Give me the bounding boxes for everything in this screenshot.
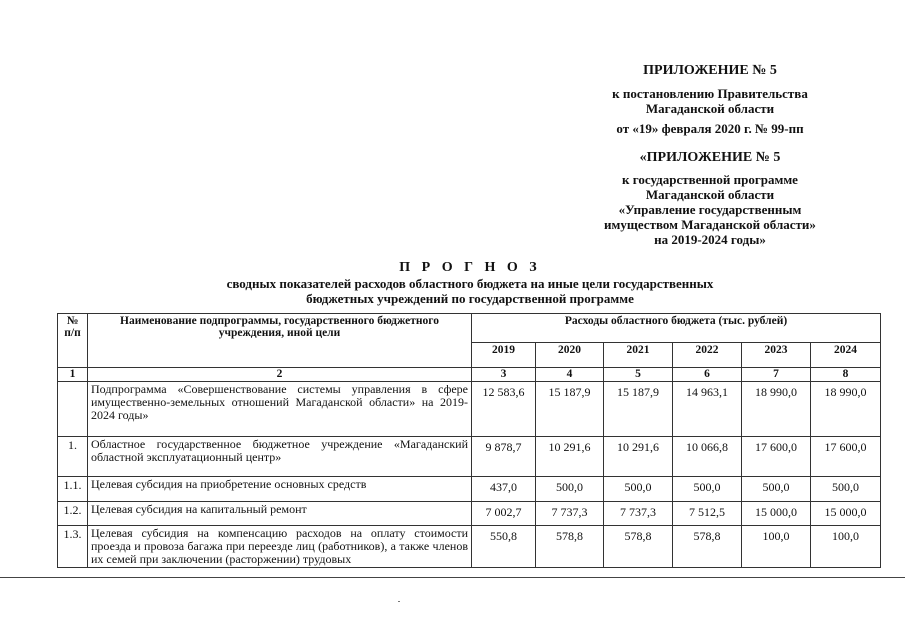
column-index: 4 (536, 368, 604, 382)
table-row (58, 526, 881, 568)
row-name: Целевая субсидия на приобретение основных средств (88, 477, 472, 502)
expenses-table (57, 313, 881, 568)
row-value: 578,8 (536, 526, 604, 568)
row-value: 437,0 (472, 477, 536, 502)
table-row (58, 437, 881, 477)
row-number: 1.2. (58, 502, 88, 526)
year-header: 2023 (742, 343, 811, 368)
row-value: 7 737,3 (604, 502, 673, 526)
row-name: Целевая субсидия на компенсацию расходов на оплату стоимости проезда и провоза багажа при переезде лиц (работников), а также членов их семей при заключении (расторжении) трудовых (88, 526, 472, 568)
row-value: 17 600,0 (742, 437, 811, 477)
row-value: 15 000,0 (811, 502, 881, 526)
resolution-date: от «19» февраля 2020 г. № 99-пп (616, 121, 804, 136)
row-value: 10 066,8 (673, 437, 742, 477)
document-subtitle (140, 276, 800, 306)
row-value: 10 291,6 (536, 437, 604, 477)
scan-edge-line (0, 577, 905, 578)
resolution-line: к постановлению Правительства (612, 86, 808, 101)
row-number (58, 382, 88, 437)
row-number: 1. (58, 437, 88, 477)
column-index: 6 (673, 368, 742, 382)
program-reference (560, 172, 860, 247)
row-number: 1.3. (58, 526, 88, 568)
subtitle-line: сводных показателей расходов областного бюджета на иные цели государственных (226, 276, 714, 291)
program-line: имуществом Магаданской области» (604, 217, 816, 232)
row-number: 1.1. (58, 477, 88, 502)
row-value: 7 737,3 (536, 502, 604, 526)
column-index: 2 (88, 368, 472, 382)
resolution-reference (560, 86, 860, 116)
row-value: 500,0 (536, 477, 604, 502)
year-header: 2021 (604, 343, 673, 368)
column-index: 1 (58, 368, 88, 382)
row-value: 500,0 (742, 477, 811, 502)
row-value: 550,8 (472, 526, 536, 568)
subtitle-line: бюджетных учреждений по государственной программе (306, 291, 634, 306)
row-name: Подпрограмма «Совершенствование системы управления в сфере имущественно-земельных отношений Магаданской области» на 2019-2024 годы» (88, 382, 472, 437)
row-value: 500,0 (673, 477, 742, 502)
row-value: 7 002,7 (472, 502, 536, 526)
program-line: Магаданской области (645, 187, 775, 202)
row-value: 500,0 (604, 477, 673, 502)
row-value: 578,8 (604, 526, 673, 568)
row-value: 15 187,9 (536, 382, 604, 437)
column-header-name: Наименование подпрограммы, государственного бюджетного учреждения, иной цели (88, 314, 472, 368)
year-header: 2019 (472, 343, 536, 368)
program-line: на 2019-2024 годы» (654, 232, 766, 247)
year-header: 2020 (536, 343, 604, 368)
row-value: 18 990,0 (811, 382, 881, 437)
row-name: Целевая субсидия на капитальный ремонт (88, 502, 472, 526)
table-row (58, 502, 881, 526)
program-line: к государственной программе (622, 172, 798, 187)
row-value: 100,0 (742, 526, 811, 568)
row-value: 10 291,6 (604, 437, 673, 477)
program-appendix-heading: «ПРИЛОЖЕНИЕ № 5 (639, 150, 781, 165)
row-name: Областное государственное бюджетное учреждение «Магаданский областной эксплуатационный центр» (88, 437, 472, 477)
row-value: 100,0 (811, 526, 881, 568)
row-value: 12 583,6 (472, 382, 536, 437)
row-value: 578,8 (673, 526, 742, 568)
column-header-number: № п/п (58, 314, 88, 368)
row-value: 17 600,0 (811, 437, 881, 477)
column-header-expenses: Расходы областного бюджета (тыс. рублей) (472, 314, 881, 343)
column-index: 7 (742, 368, 811, 382)
table-row (58, 382, 881, 437)
row-value: 18 990,0 (742, 382, 811, 437)
column-index: 3 (472, 368, 536, 382)
column-index: 5 (604, 368, 673, 382)
resolution-line: Магаданской области (645, 101, 775, 116)
row-value: 14 963,1 (673, 382, 742, 437)
row-value: 7 512,5 (673, 502, 742, 526)
row-value: 15 000,0 (742, 502, 811, 526)
appendix-heading: ПРИЛОЖЕНИЕ № 5 (643, 63, 777, 78)
row-value: 500,0 (811, 477, 881, 502)
table-row (58, 477, 881, 502)
scan-speck (398, 601, 400, 602)
program-line: «Управление государственным (618, 202, 802, 217)
row-value: 9 878,7 (472, 437, 536, 477)
document-title: П Р О Г Н О З (399, 260, 541, 275)
column-index: 8 (811, 368, 881, 382)
year-header: 2022 (673, 343, 742, 368)
year-header: 2024 (811, 343, 881, 368)
row-value: 15 187,9 (604, 382, 673, 437)
